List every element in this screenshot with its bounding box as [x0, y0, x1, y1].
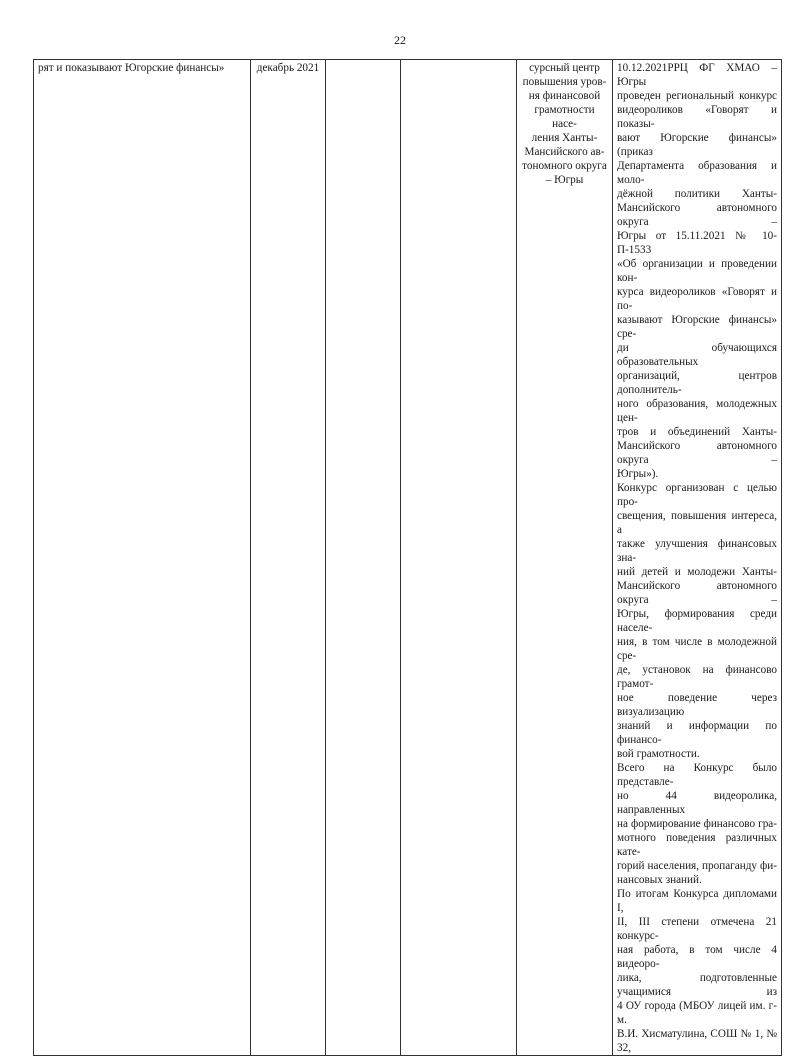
organizer-line: – Югры	[545, 174, 584, 186]
result-line: дёжной политики Ханты-	[617, 188, 777, 200]
result-line: 4 ОУ города (МБОУ лицей им. г-м.	[617, 1000, 777, 1026]
result-line: тров и объединений Ханты-	[617, 426, 777, 438]
result-line: горий населения, пропаганду фи-	[617, 860, 777, 872]
result-line: Мансийского автономного округа –	[617, 202, 777, 228]
organizer-line: Мансийского ав-	[524, 146, 605, 158]
result-line: Департамента образования и моло-	[617, 160, 777, 186]
result-line: де, установок на финансово грамот-	[617, 664, 777, 690]
organizer-line: повышения уров-	[522, 76, 607, 88]
event-name-cell: рят и показывают Югорские финансы»	[34, 60, 251, 1056]
result-line: II, III степени отмечена 21 конкурс-	[617, 916, 777, 942]
result-line: Югры, формирования среди населе-	[617, 608, 777, 634]
result-line: на формирование финансово гра-	[617, 818, 777, 830]
result-line: но 44 видеоролика, направленных	[617, 790, 777, 816]
result-line: также улучшения финансовых зна-	[617, 538, 777, 564]
report-table	[33, 59, 782, 1056]
result-description-cell	[613, 60, 782, 1056]
page-number: 22	[394, 33, 406, 47]
result-line: По итогам Конкурса дипломами I,	[617, 888, 777, 914]
result-line: свещения, повышения интереса, а	[617, 510, 777, 536]
result-line: 10.12.2021РРЦ ФГ ХМАО – Югры	[617, 62, 777, 88]
organizer-line: тономного округа	[522, 160, 607, 172]
organizer-cell	[517, 60, 613, 1056]
result-line: нансовых знаний.	[617, 874, 702, 886]
organizer-line: ня финансовой	[528, 90, 601, 102]
result-line: Мансийского автономного округа –	[617, 440, 777, 466]
result-line: курса видеороликов «Говорят и по-	[617, 286, 777, 312]
result-line: проведен региональный конкурс	[617, 90, 777, 102]
empty-cell-4	[401, 60, 517, 1056]
result-line: «Об организации и проведении кон-	[617, 258, 777, 284]
result-line: Конкурс организован с целью про-	[617, 482, 777, 508]
result-line: Всего на Конкурс было представле-	[617, 762, 777, 788]
result-line: ного образования, молодежных цен-	[617, 398, 777, 424]
date-cell: декабрь 2021	[251, 60, 326, 1056]
result-line: вой грамотности.	[617, 748, 700, 760]
result-line: Югры»).	[617, 468, 659, 480]
result-line: организаций, центров дополнитель-	[617, 370, 777, 396]
result-line: Югры от 15.11.2021 № 10-П-1533	[617, 230, 777, 256]
organizer-line: ления Ханты-	[531, 132, 598, 144]
result-line: лика, подготовленные учащимися из	[617, 972, 777, 998]
result-line: ния, в том числе в молодежной сре-	[617, 636, 777, 662]
result-line: В.И. Хисматулина, СОШ № 1, № 32,	[617, 1028, 777, 1054]
result-line: видеороликов «Говорят и показы-	[617, 104, 777, 130]
result-line: ний детей и молодежи Ханты-	[617, 566, 777, 578]
result-line: ди обучающихся образовательных	[617, 342, 777, 368]
result-line: знаний и информации по финансо-	[617, 720, 777, 746]
empty-cell-3	[326, 60, 401, 1056]
result-line: казывают Югорские финансы» сре-	[617, 314, 777, 340]
result-line: ное поведение через визуализацию	[617, 692, 777, 718]
organizer-line: сурсный центр	[529, 62, 600, 74]
result-line: вают Югорские финансы» (приказ	[617, 132, 777, 158]
table-row	[34, 60, 782, 1056]
result-line: мотного поведения различных кате-	[617, 832, 777, 858]
result-line: Мансийского автономного округа –	[617, 580, 777, 606]
result-line: ная работа, в том числе 4 видеоро-	[617, 944, 777, 970]
organizer-line: грамотности насе-	[534, 104, 595, 130]
